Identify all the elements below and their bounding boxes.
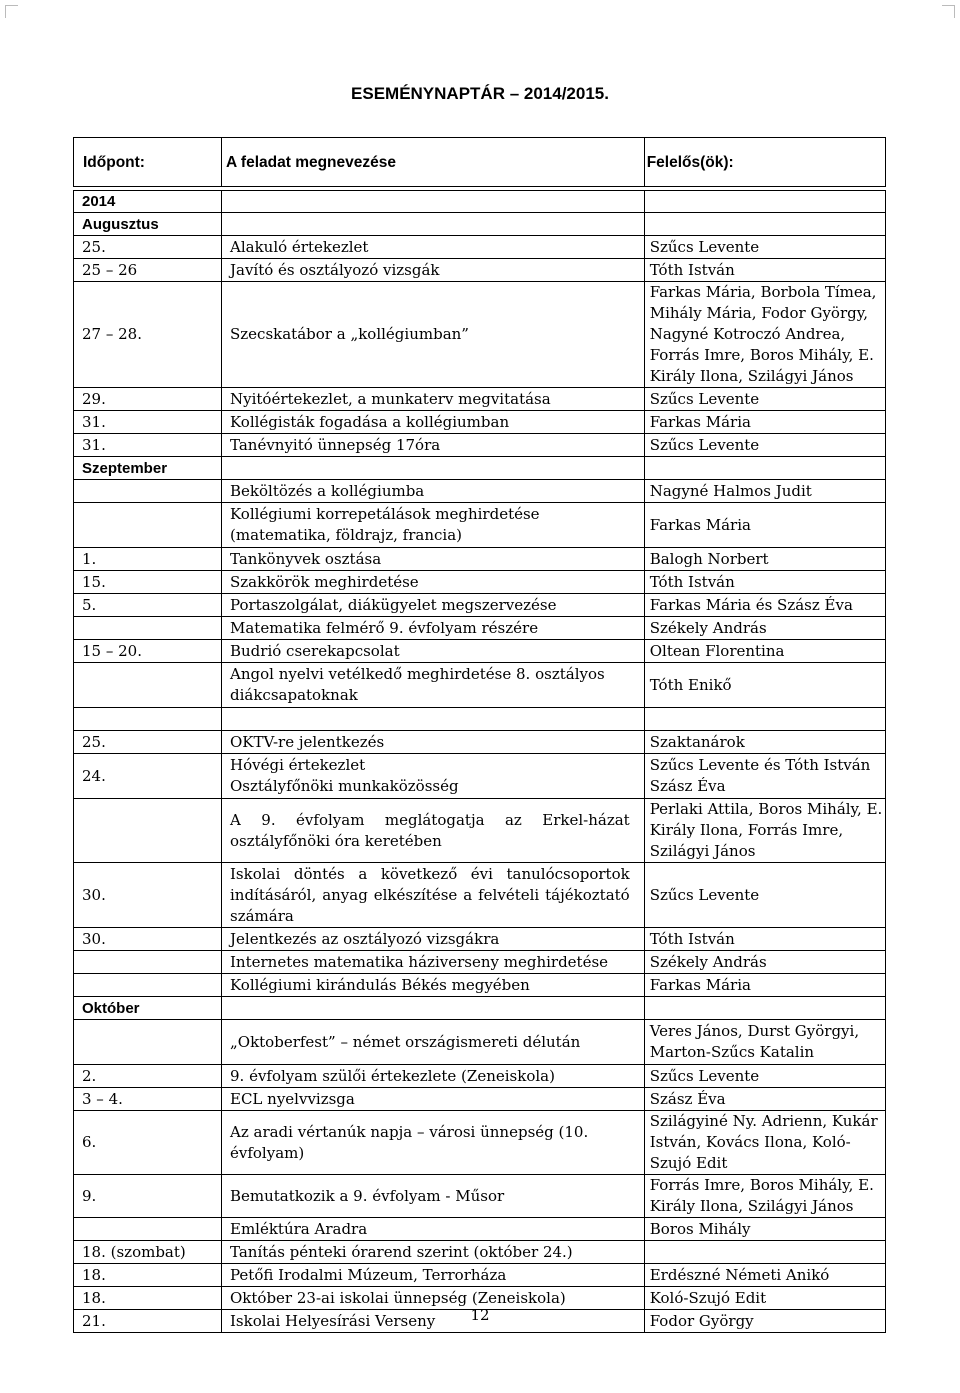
table-row: [74, 951, 886, 974]
row-task: Kollégiumi kirándulás Békés megyében: [222, 974, 645, 997]
row-time: 18.: [74, 1287, 222, 1310]
row-time: 5.: [74, 594, 222, 617]
table-row: [74, 457, 886, 480]
row-responsible: Farkas Mária, Borbola Tímea, Mihály Mária, Fodor György, Nagyné Kotroczó Andrea, Forrás Imre, Boros Mihály, E. Király Ilona, Szilágyi János: [644, 282, 885, 388]
row-time: 25.: [74, 236, 222, 259]
row-task: Matematika felmérő 9. évfolyam részére: [222, 617, 645, 640]
table-row: [74, 1175, 886, 1218]
row-responsible: Szűcs Levente: [644, 863, 885, 928]
row-responsible: Székely András: [644, 951, 885, 974]
row-responsible: Farkas Mária és Szász Éva: [644, 594, 885, 617]
row-task: Emléktúra Aradra: [222, 1218, 645, 1241]
row-time: [74, 708, 222, 731]
row-responsible: Szaktanárok: [644, 731, 885, 754]
row-time: 6.: [74, 1111, 222, 1175]
table-row: [74, 236, 886, 259]
row-time: 31.: [74, 411, 222, 434]
header-task: A feladat megnevezése: [222, 138, 645, 187]
row-responsible: Szűcs Levente: [644, 388, 885, 411]
row-time: 29.: [74, 388, 222, 411]
table-row: [74, 503, 886, 548]
row-responsible: [644, 997, 885, 1020]
row-responsible: [644, 457, 885, 480]
table-row: [74, 213, 886, 236]
row-task: [222, 213, 645, 236]
header-responsible: Felelős(ök):: [644, 138, 885, 187]
table-row: [74, 259, 886, 282]
event-calendar-body: [74, 138, 886, 1333]
row-responsible: Nagyné Halmos Judit: [644, 480, 885, 503]
row-time: 1.: [74, 548, 222, 571]
row-time: Szeptember: [74, 457, 222, 480]
row-task: Nyitóértekezlet, a munkaterv megvitatása: [222, 388, 645, 411]
row-responsible: Tóth István: [644, 571, 885, 594]
page-number: 12: [470, 1306, 490, 1324]
table-row: [74, 1241, 886, 1264]
table-row: [74, 799, 886, 863]
row-responsible: Farkas Mária: [644, 974, 885, 997]
crop-mark-top-right: [942, 5, 955, 18]
table-row: [74, 663, 886, 708]
row-responsible: Perlaki Attila, Boros Mihály, E. Király Ilona, Forrás Imre, Szilágyi János: [644, 799, 885, 863]
table-row: [74, 1111, 886, 1175]
table-row: [74, 411, 886, 434]
row-responsible: Szűcs Levente: [644, 236, 885, 259]
table-row: [74, 388, 886, 411]
row-time: 24.: [74, 754, 222, 799]
row-task: Internetes matematika háziverseny meghirdetése: [222, 951, 645, 974]
row-responsible: Veres János, Durst Györgyi, Marton-Szűcs Katalin: [644, 1020, 885, 1065]
row-task: Szecskatábor a „kollégiumban”: [222, 282, 645, 388]
row-task: Az aradi vértanúk napja – városi ünnepség (10. évfolyam): [222, 1111, 645, 1175]
row-responsible: Oltean Florentina: [644, 640, 885, 663]
row-time: [74, 480, 222, 503]
row-time: 30.: [74, 863, 222, 928]
table-row: [74, 974, 886, 997]
row-task: [222, 457, 645, 480]
row-task: Budrió cserekapcsolat: [222, 640, 645, 663]
row-responsible: Szűcs Levente: [644, 434, 885, 457]
row-task: Szakkörök meghirdetése: [222, 571, 645, 594]
table-row: [74, 191, 886, 213]
row-responsible: Tóth Enikő: [644, 663, 885, 708]
row-time: 15 – 20.: [74, 640, 222, 663]
row-time: Október: [74, 997, 222, 1020]
row-responsible: Koló-Szujó Edit: [644, 1287, 885, 1310]
row-task: Beköltözés a kollégiumba: [222, 480, 645, 503]
table-row: [74, 617, 886, 640]
table-row: [74, 434, 886, 457]
row-time: 2014: [74, 191, 222, 213]
row-task: „Oktoberfest” – német országismereti délután: [222, 1020, 645, 1065]
row-time: 3 – 4.: [74, 1088, 222, 1111]
row-time: [74, 503, 222, 548]
table-row: [74, 1088, 886, 1111]
row-responsible: Tóth István: [644, 928, 885, 951]
table-row: [74, 708, 886, 731]
row-time: [74, 1218, 222, 1241]
row-task: Kollégiumi korrepetálások meghirdetése (matematika, földrajz, francia): [222, 503, 645, 548]
row-task: Iskolai Helyesírási Verseny: [222, 1310, 645, 1333]
page-title: ESEMÉNYNAPTÁR – 2014/2015.: [351, 84, 609, 103]
row-time: [74, 617, 222, 640]
table-row: [74, 928, 886, 951]
crop-mark-top-left: [5, 5, 18, 18]
row-task: Hóvégi értekezlet Osztályfőnöki munkaközösség: [222, 754, 645, 799]
table-row: [74, 1264, 886, 1287]
event-calendar-table: [73, 137, 886, 1333]
row-task: Angol nyelvi vetélkedő meghirdetése 8. osztályos diákcsapatoknak: [222, 663, 645, 708]
row-task: Portaszolgálat, diákügyelet megszervezése: [222, 594, 645, 617]
row-responsible: [644, 1241, 885, 1264]
row-responsible: Boros Mihály: [644, 1218, 885, 1241]
row-responsible: Forrás Imre, Boros Mihály, E. Király Ilona, Szilágyi János: [644, 1175, 885, 1218]
table-row: [74, 997, 886, 1020]
row-time: Augusztus: [74, 213, 222, 236]
row-responsible: Balogh Norbert: [644, 548, 885, 571]
row-task: 9. évfolyam szülői értekezlete (Zeneiskola): [222, 1065, 645, 1088]
row-task: Iskolai döntés a következő évi tanulócsoportok indításáról, anyag elkészítése a felvételi tájékoztató számára: [222, 863, 645, 928]
row-task: Tanítás pénteki órarend szerint (október 24.): [222, 1241, 645, 1264]
header-time: Időpont:: [74, 138, 222, 187]
row-task: Tanévnyitó ünnepség 17óra: [222, 434, 645, 457]
table-row: [74, 640, 886, 663]
row-time: 31.: [74, 434, 222, 457]
table-row: [74, 282, 886, 388]
row-time: 18.: [74, 1264, 222, 1287]
row-responsible: Székely András: [644, 617, 885, 640]
row-responsible: [644, 191, 885, 213]
row-time: 25.: [74, 731, 222, 754]
row-time: 21.: [74, 1310, 222, 1333]
row-task: Jelentkezés az osztályozó vizsgákra: [222, 928, 645, 951]
row-responsible: Erdészné Németi Anikó: [644, 1264, 885, 1287]
row-task: OKTV-re jelentkezés: [222, 731, 645, 754]
row-time: [74, 663, 222, 708]
row-time: 15.: [74, 571, 222, 594]
row-responsible: Szűcs Levente és Tóth István Szász Éva: [644, 754, 885, 799]
row-responsible: [644, 708, 885, 731]
row-task: [222, 708, 645, 731]
row-time: [74, 799, 222, 863]
row-responsible: Szilágyiné Ny. Adrienn, Kukár István, Kovács Ilona, Koló-Szujó Edit: [644, 1111, 885, 1175]
table-row: [74, 548, 886, 571]
row-responsible: Farkas Mária: [644, 411, 885, 434]
table-row: [74, 754, 886, 799]
table-row: [74, 1218, 886, 1241]
row-time: 2.: [74, 1065, 222, 1088]
row-task: [222, 191, 645, 213]
row-task: Bemutatkozik a 9. évfolyam - Műsor: [222, 1175, 645, 1218]
table-row: [74, 594, 886, 617]
row-task: A 9. évfolyam meglátogatja az Erkel-házat osztályfőnöki óra keretében: [222, 799, 645, 863]
row-task: Kollégisták fogadása a kollégiumban: [222, 411, 645, 434]
row-task: Október 23-ai iskolai ünnepség (Zeneiskola): [222, 1287, 645, 1310]
row-task: Tankönyvek osztása: [222, 548, 645, 571]
row-time: [74, 974, 222, 997]
table-row: [74, 571, 886, 594]
row-responsible: Tóth István: [644, 259, 885, 282]
row-task: ECL nyelvvizsga: [222, 1088, 645, 1111]
row-time: 9.: [74, 1175, 222, 1218]
row-responsible: Szász Éva: [644, 1088, 885, 1111]
table-row: [74, 1065, 886, 1088]
table-header-row: [74, 138, 886, 187]
table-row: [74, 480, 886, 503]
row-task: Alakuló értekezlet: [222, 236, 645, 259]
row-time: 18. (szombat): [74, 1241, 222, 1264]
row-responsible: Farkas Mária: [644, 503, 885, 548]
row-time: 25 – 26: [74, 259, 222, 282]
row-responsible: Szűcs Levente: [644, 1065, 885, 1088]
row-time: 27 – 28.: [74, 282, 222, 388]
row-task: [222, 997, 645, 1020]
table-row: [74, 731, 886, 754]
row-responsible: Fodor György: [644, 1310, 885, 1333]
row-task: Petőfi Irodalmi Múzeum, Terrorháza: [222, 1264, 645, 1287]
row-time: 30.: [74, 928, 222, 951]
row-time: [74, 951, 222, 974]
table-row: [74, 1020, 886, 1065]
table-row: [74, 863, 886, 928]
row-responsible: [644, 213, 885, 236]
row-time: [74, 1020, 222, 1065]
row-task: Javító és osztályozó vizsgák: [222, 259, 645, 282]
